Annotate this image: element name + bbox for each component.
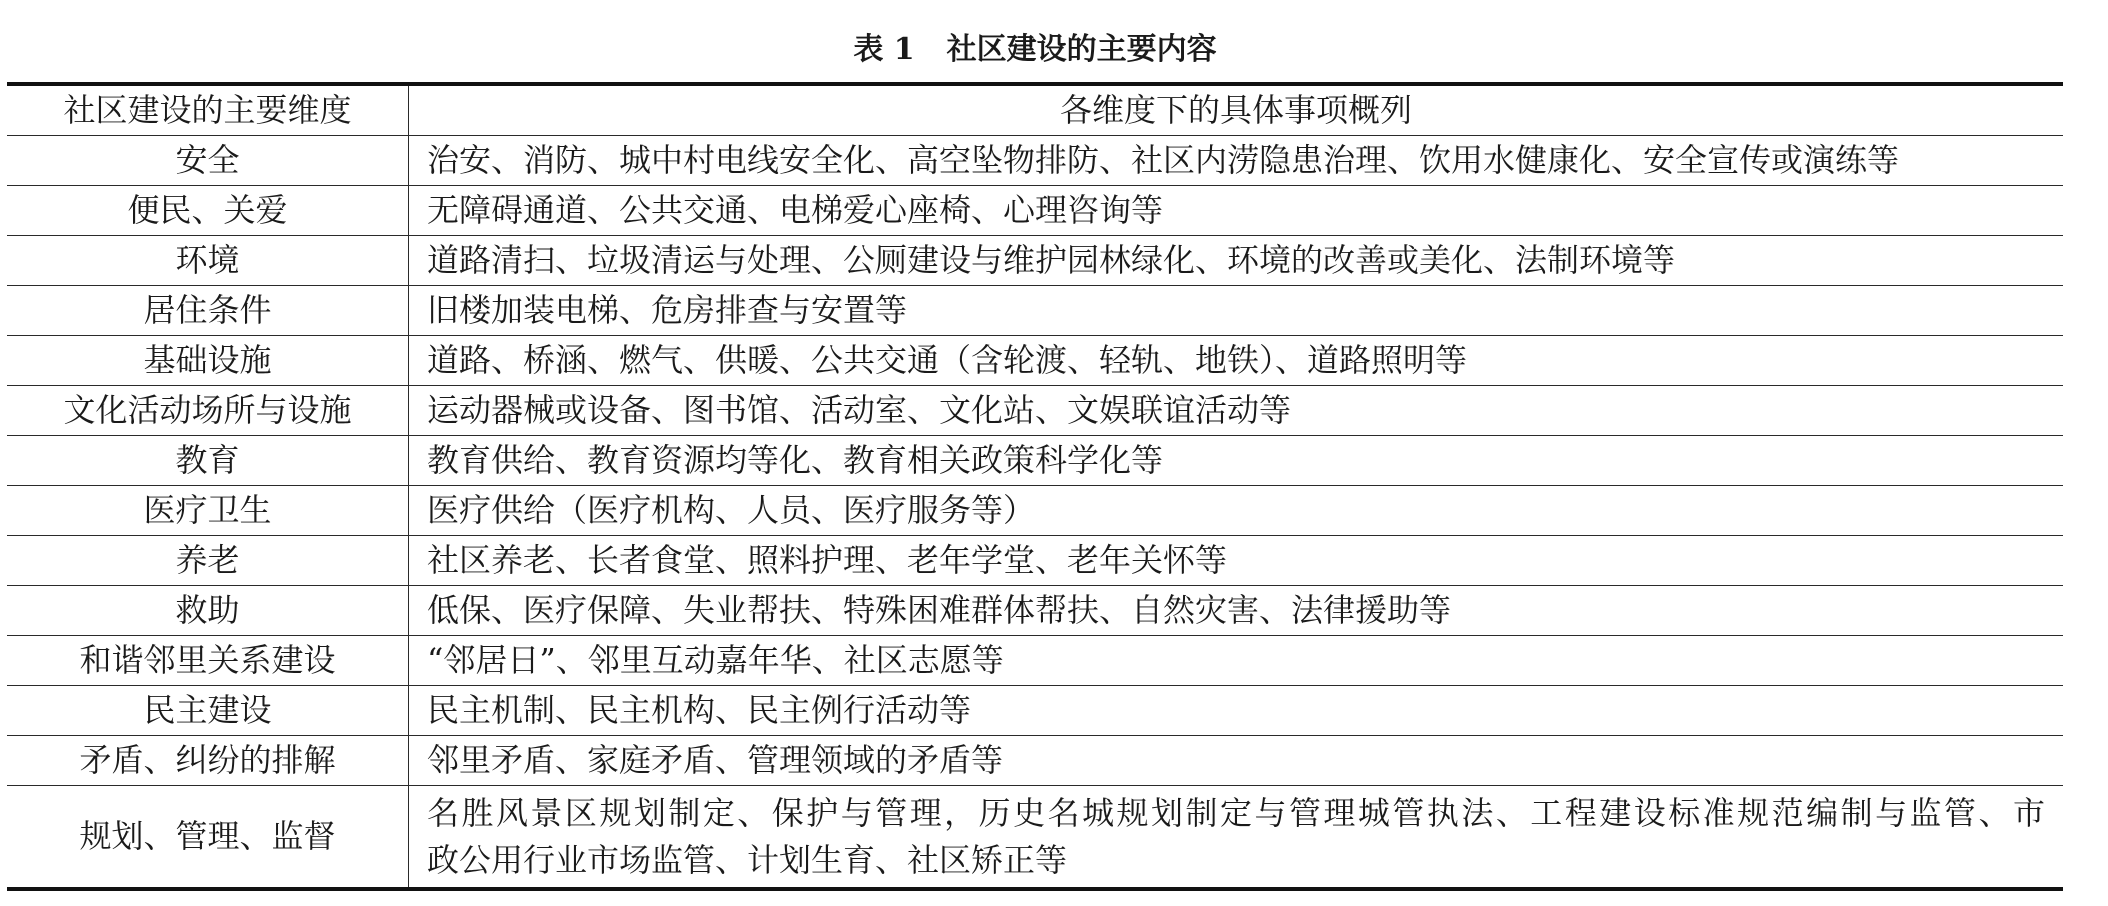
table-row bbox=[7, 586, 2063, 636]
row-items: 运动器械或设备、图书馆、活动室、文化站、文娱联谊活动等 bbox=[409, 386, 2064, 436]
row-items: 无障碍通道、公共交通、电梯爱心座椅、心理咨询等 bbox=[409, 186, 2064, 236]
row-dimension: 矛盾、纠纷的排解 bbox=[7, 736, 409, 786]
table-row bbox=[7, 636, 2063, 686]
row-dimension: 居住条件 bbox=[7, 286, 409, 336]
row-dimension: 医疗卫生 bbox=[7, 486, 409, 536]
table-row bbox=[7, 136, 2063, 186]
table-row bbox=[7, 386, 2063, 436]
table-row bbox=[7, 786, 2063, 890]
table-title: 社区建设的主要内容 bbox=[946, 32, 1217, 67]
table-header-row bbox=[7, 84, 2063, 136]
row-dimension: 民主建设 bbox=[7, 686, 409, 736]
table-caption bbox=[7, 30, 2063, 70]
row-items: 社区养老、长者食堂、照料护理、老年学堂、老年关怀等 bbox=[409, 536, 2064, 586]
row-items: 旧楼加装电梯、危房排查与安置等 bbox=[409, 286, 2064, 336]
row-dimension: 规划、管理、监督 bbox=[7, 786, 409, 890]
table-row bbox=[7, 286, 2063, 336]
row-dimension: 基础设施 bbox=[7, 336, 409, 386]
row-items-line: 政公用行业市场监管、计划生育、社区矫正等 bbox=[427, 840, 1068, 879]
row-items: 治安、消防、城中村电线安全化、高空坠物排防、社区内涝隐患治理、饮用水健康化、安全宣传或演练等 bbox=[409, 136, 2064, 186]
row-items: 道路、桥涵、燃气、供暖、公共交通（含轮渡、轻轨、地铁）、道路照明等 bbox=[409, 336, 2064, 386]
row-items: 道路清扫、垃圾清运与处理、公厕建设与维护园林绿化、环境的改善或美化、法制环境等 bbox=[409, 236, 2064, 286]
table-row bbox=[7, 336, 2063, 386]
row-items: 低保、医疗保障、失业帮扶、特殊困难群体帮扶、自然灾害、法律援助等 bbox=[409, 586, 2064, 636]
table-row bbox=[7, 186, 2063, 236]
row-dimension: 便民、关爱 bbox=[7, 186, 409, 236]
table-row bbox=[7, 736, 2063, 786]
community-construction-table bbox=[7, 82, 2063, 891]
row-dimension: 文化活动场所与设施 bbox=[7, 386, 409, 436]
row-dimension: 环境 bbox=[7, 236, 409, 286]
header-items: 各维度下的具体事项概列 bbox=[409, 84, 2064, 136]
header-dimension: 社区建设的主要维度 bbox=[7, 84, 409, 136]
row-items-line: 名胜风景区规划制定、保护与管理，历史名城规划制定与管理城管执法、工程建设标准规范编制与监管、市 bbox=[427, 794, 2045, 833]
table-row bbox=[7, 436, 2063, 486]
table-row bbox=[7, 536, 2063, 586]
row-dimension: 教育 bbox=[7, 436, 409, 486]
row-items bbox=[409, 786, 2064, 890]
table-row bbox=[7, 686, 2063, 736]
row-dimension: 救助 bbox=[7, 586, 409, 636]
row-items: 医疗供给（医疗机构、人员、医疗服务等） bbox=[409, 486, 2064, 536]
row-dimension: 和谐邻里关系建设 bbox=[7, 636, 409, 686]
row-items: 民主机制、民主机构、民主例行活动等 bbox=[409, 686, 2064, 736]
row-items: “邻居日”、邻里互动嘉年华、社区志愿等 bbox=[409, 636, 2064, 686]
table-row bbox=[7, 236, 2063, 286]
table-row bbox=[7, 486, 2063, 536]
row-items: 教育供给、教育资源均等化、教育相关政策科学化等 bbox=[409, 436, 2064, 486]
row-items: 邻里矛盾、家庭矛盾、管理领域的矛盾等 bbox=[409, 736, 2064, 786]
row-dimension: 安全 bbox=[7, 136, 409, 186]
row-dimension: 养老 bbox=[7, 536, 409, 586]
table-number: 表 1 bbox=[853, 32, 915, 67]
